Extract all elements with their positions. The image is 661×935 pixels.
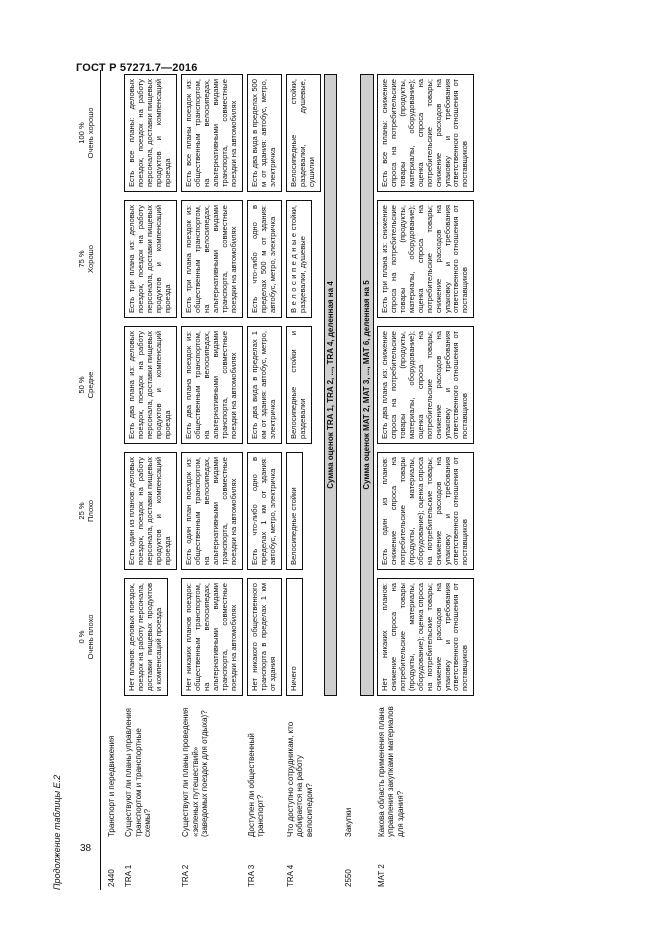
score-cell: Есть все планы: деловых поездок, поездок на работу персонала, доставки пищевых продуктов и компенсаций проезда <box>124 74 177 192</box>
document-header-title: ГОСТ Р 57271.7—2016 <box>76 62 198 74</box>
row-question: Доступен ли общественный транспорт? <box>246 733 266 837</box>
score-cell: Есть что-либо одно в пределах 500 м от здания: автобус, метро, электричка <box>247 200 282 318</box>
level-label: Очень хорошо <box>85 107 95 159</box>
row-question: Какова область применения плана управления закупками материалов для здания? <box>376 706 405 837</box>
level-pct: 0 % <box>77 630 86 644</box>
section-row <box>100 70 122 890</box>
level-label: Хорошо <box>85 245 95 273</box>
row-question: Существуют ли планы проведения «зеленых путешествий» (заведомых поездок для отдыха)? <box>181 707 209 837</box>
level-pct: 100 % <box>77 122 86 144</box>
row-question: Существуют ли планы управления транспортом и транспортные схемы? <box>124 708 153 837</box>
score-cell: Есть два вида в пределах 1 км от здания: автобус, метро, электричка <box>247 326 282 444</box>
table-row <box>179 70 245 890</box>
level-label: Очень плохо <box>85 614 95 660</box>
score-cell: Есть два вида в пределах 500 м от здания: автобус, метро, электричка <box>247 74 282 192</box>
score-cell: Нет никакого общественного транспорта в пределах 1 км от здания <box>247 578 282 696</box>
row-code: TRA 1 <box>124 864 134 887</box>
sum-formula-bar: Сумма оценок MAT 2, MAT 3, ..., MAT 6, деленная на 5 <box>360 74 373 696</box>
level-header-2 <box>76 322 100 448</box>
level-header-3 <box>76 196 100 322</box>
row-code: TRA 3 <box>246 864 256 887</box>
table-row <box>122 70 179 890</box>
row-question: Что доступно сотрудникам, кто добирается на работу велосипедом? <box>285 721 314 837</box>
score-cell: Есть все планы поездок из: общественным транспортом, на велосипедах, альтернативными видами транспорта, совместные поездки на автомобилях <box>181 74 243 192</box>
score-cell: Есть все планы: снижение спроса на потребительские товары (продукты, материалы, оборудование); оценка спроса на потребительские товары; снижение расходов на упаковку и требования ответственного отношения от поставщиков <box>377 74 475 192</box>
level-header-0 <box>76 574 100 700</box>
score-cell: Ничего <box>286 578 303 696</box>
score-cell: Есть один план поездок из: общественным транспортом, на велосипедах, альтернативными видами транспорта, совместные поездки на автомобилях <box>181 452 243 570</box>
row-code: TRA 4 <box>285 864 295 887</box>
score-cell: Есть что-либо одно в пределах 1 км от здания: автобус, метро, электричка <box>247 452 282 570</box>
score-cell: Есть два плана поездок из: общественным транспортом, на велосипедах, альтернативными видами транспорта, совместные поездки на автомобилях <box>181 326 243 444</box>
score-cell: Есть три плана из: снижение спроса на потребительские товары (продукты, материалы, оборудование); оценка спроса на потребительские товары; снижение расходов на упаковку и требования ответственного отношения от поставщиков <box>377 200 475 318</box>
score-cell: Есть два плана из: снижение спроса на потребительские товары (продукты, материалы, оборудование); оценка спроса на потребительские товары; снижение расходов на упаковку и требования ответственного отношения от поставщиков <box>377 326 475 444</box>
level-label: Плохо <box>85 499 95 523</box>
score-cell: Велосипедные стойки, раздевалки, душевые, сушилки <box>286 74 321 192</box>
sum-row <box>323 70 338 890</box>
level-pct: 75 % <box>77 250 86 268</box>
table-row <box>284 70 323 890</box>
score-cell: Есть три плана поездок из: общественным транспортом, на велосипедах, альтернативными видами транспорта, совместные поездки на автомобилях <box>181 200 243 318</box>
score-cell: Есть один из планов: снижение спроса на потребительские товары (продукты, материалы, оборудование); оценка спроса на потребительские товары; снижение расходов на упаковку и требования ответственного отношения от поставщиков <box>377 452 475 570</box>
score-cell: Есть два плана из: деловых поездок, поездок на работу персонала, доставки пищевых продуктов и компенсаций проезда <box>124 326 177 444</box>
section-title: Транспорт и передвижения <box>106 735 116 837</box>
level-header-4 <box>76 70 100 196</box>
score-cell: Нет планов: деловых поездок, поездок на работу персонала, доставки пищевых продуктов и компенсаций проезда <box>124 578 168 696</box>
page-number: 38 <box>80 843 92 854</box>
level-header-row <box>76 70 100 890</box>
level-pct: 25 % <box>77 502 86 520</box>
row-code: MAT 2 <box>376 864 386 887</box>
section-code: 2440 <box>106 869 116 887</box>
score-cell: Нет никаких планов: снижение спроса на потребительские товары (продукты, материалы, оборудование); оценка спроса на потребительские товары; снижение расходов на упаковку и требования ответственного отношения от поставщиков <box>377 578 475 696</box>
table-row <box>375 70 477 890</box>
score-cell: Есть один из планов: деловых поездок, поездок на работу персонала, доставки пищевых продуктов и компенсаций проезда <box>124 452 177 570</box>
sum-row <box>359 70 374 890</box>
score-cell: Велосипедные стойки <box>286 452 303 570</box>
sum-formula-bar: Сумма оценок TRA 1, TRA 2, ..., TRA 4, деленная на 4 <box>324 74 337 696</box>
row-code: TRA 2 <box>181 864 191 887</box>
section-code: 2550 <box>343 869 353 887</box>
section-row <box>338 70 359 890</box>
score-cell: Есть три плана из: деловых поездок, поездок на работу персонала, доставки пищевых продуктов и компенсаций проезда <box>124 200 177 318</box>
table-row <box>245 70 284 890</box>
rotated-table-container <box>48 70 588 890</box>
section-title: Закупки <box>343 807 353 837</box>
level-header-1 <box>76 448 100 574</box>
table-caption: Продолжение таблицы Е.2 <box>52 774 62 890</box>
level-label: Средне <box>85 371 95 399</box>
score-cell: В е л о с и п е д н ы е стойки, раздевалки, душевые <box>286 200 312 318</box>
assessment-table <box>76 70 476 890</box>
level-pct: 50 % <box>77 376 86 394</box>
score-cell: Велосипедные стойки и раздевалки <box>286 326 312 444</box>
score-cell: Нет никаких планов поездок: общественным транспортом, на велосипедах, альтернативными видами транспорта, совместные поездки на автомобилях <box>181 578 243 696</box>
